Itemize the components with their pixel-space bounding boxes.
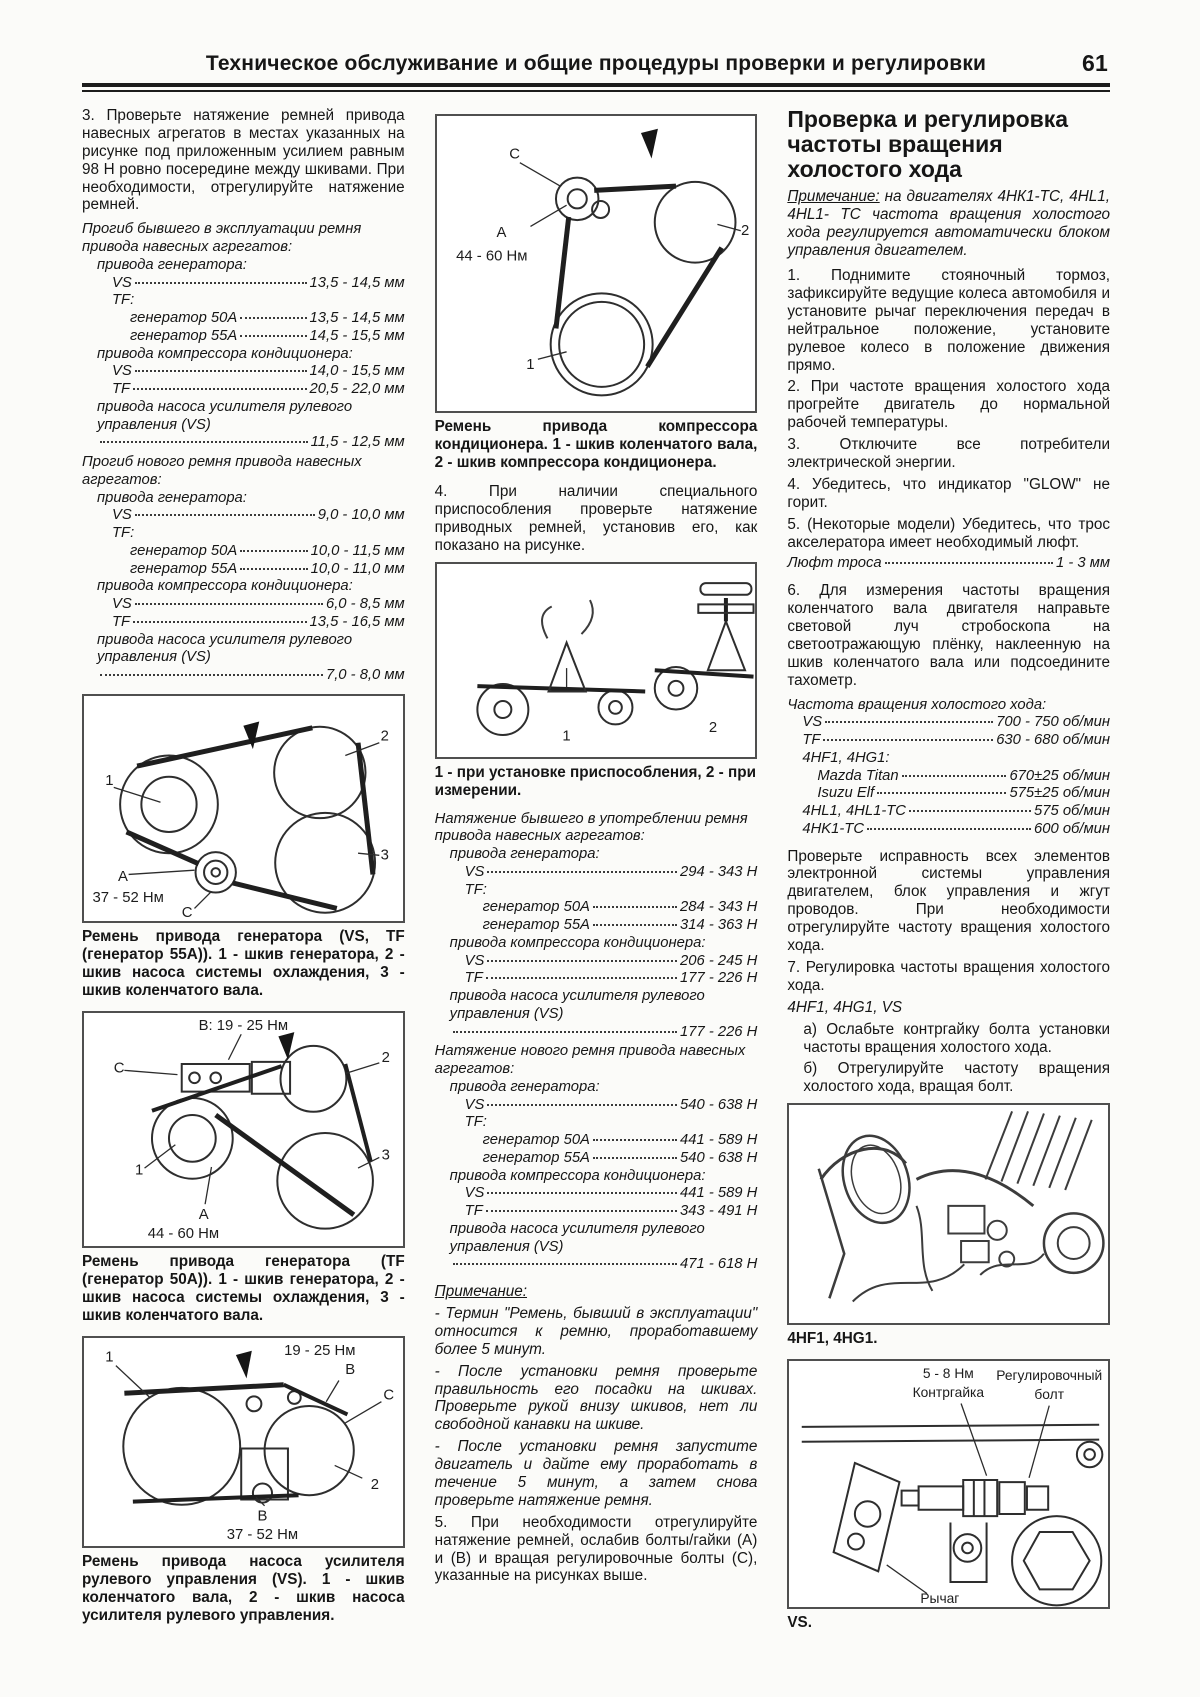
belt-diagram-generator-tf50 [84, 1013, 403, 1247]
figure-caption-ps-pump: Ремень привода насоса усилителя рулевого управления (VS). 1 - шкив коленчатого вала, 2 - шкив насоса усилителя рулевого управления. [82, 1553, 405, 1624]
spec-row: генератор 55А 14,5 - 15,5 мм [130, 327, 405, 344]
figure-generator-belt-vs [82, 694, 405, 923]
belt-tension-specs [435, 811, 758, 1275]
spec-row: VS 441 - 589 Н [464, 1185, 758, 1202]
figure-ps-pump-belt [82, 1336, 405, 1548]
dotted-leader [487, 960, 677, 962]
label-pulley-3: 3 [381, 1147, 390, 1164]
dotted-leader [135, 282, 307, 284]
middle-column [435, 107, 758, 1643]
spec-row: привода насоса усилителя рулевого управления (VS) 177 - 226 Н [449, 988, 758, 1040]
label-bolt-b-top: В [345, 1361, 356, 1378]
dotted-leader [825, 721, 993, 723]
belt-diagram-compressor [437, 116, 756, 411]
label-torque-a: 44 - 60 Нм [455, 248, 528, 265]
page-header [82, 52, 1110, 76]
figure-engine-photo [787, 1103, 1110, 1325]
step-paragraph: 1. Поднимите стояночный тормоз, зафиксируйте ведущие колеса автомобиля и установите рычаг переключения передач в нейтральное положение, установите рулевое колесо в положение движения прямо. [787, 267, 1111, 374]
dotted-leader [240, 568, 307, 570]
dotted-leader [133, 388, 306, 390]
spec-row: генератор 55А 314 - 363 Н [482, 917, 758, 934]
figure-generator-belt-tf50 [82, 1011, 405, 1249]
belt-diagram-generator-vs [84, 696, 403, 921]
step-paragraph: 2. При частоте вращения холостого хода прогрейте двигатель до нормальной рабочей температуры. [787, 378, 1111, 432]
spec-row: генератор 50А 13,5 - 14,5 мм [130, 310, 405, 327]
dotted-leader [487, 1104, 677, 1106]
figure-caption-compressor: Ремень привода компрессора кондиционера. 1 - шкив коленчатого вала, 2 - шкив компрессора кондиционера. [434, 418, 758, 472]
right-column [787, 107, 1110, 1643]
dotted-leader [240, 317, 306, 319]
substep-b: б) Отрегулируйте частоту вращения холостого хода, вращая болт. [803, 1060, 1111, 1096]
figure-caption-vs: VS. [787, 1614, 812, 1632]
label-adjust-bolt-2: болт [1034, 1387, 1065, 1403]
spec-row: 4HF1, 4HG1: [802, 749, 890, 766]
spec-row: генератор 50А 284 - 343 Н [482, 899, 758, 916]
spec-row: Натяжение бывшего в употреблении ремня привода навесных агрегатов: [434, 810, 748, 845]
dotted-leader [240, 335, 306, 337]
label-torque-a: 44 - 60 Нм [147, 1225, 220, 1242]
spec-row: VS 294 - 343 Н [464, 863, 758, 880]
step-paragraph: 3. Отключите все потребители электрической энергии. [787, 436, 1111, 471]
content-columns [82, 107, 1110, 1643]
figure-caption-generator-tf50: Ремень привода генератора (TF (генератор 50А)). 1 - шкив генератора, 2 - шкив насоса системы охлаждения, 3 - шкив коленчатого вала. [82, 1253, 405, 1324]
dotted-leader [593, 924, 677, 926]
dotted-leader [593, 1157, 677, 1159]
step6-paragraph: 6. Для измерения частоты вращения коленчатого вала двигателя направьте световой луч стробоскопа на светоотражающую плёнку, наклеенную на шкив коленчатого вала или подсоедините тахометр. [787, 582, 1111, 689]
idle-steps [787, 267, 1110, 551]
dotted-leader [593, 1139, 677, 1141]
step3-paragraph: 3. Проверьте натяжение ремней привода навесных агрегатов в местах указанных на рисунке под приложенным усилием равным 98 Н ровно посередине между шкивами. При необходимости, отрегулируйте натяжение ремней. [82, 107, 405, 214]
label-adjust-bolt-1: Регулировочный [996, 1367, 1103, 1383]
dotted-leader [135, 370, 307, 372]
page-number: 61 [1082, 50, 1108, 76]
note-item: - Термин "Ремень, бывший в эксплуатации" относится к ремню, проработавшему более 5 минут. [434, 1305, 758, 1358]
dotted-leader [823, 739, 993, 741]
label-pulley-2: 2 [380, 728, 389, 745]
step5-paragraph: 5. При необходимости отрегулируйте натяжение ремней, ослабив болты/гайки (А) и (В) и вращая регулировочные болты (С), указанные на рисунках выше. [434, 1513, 758, 1585]
check-ecu-paragraph: Проверьте исправность всех элементов электронной системы управления двигателем, блок управления и жгут проводов. При необходимости отрегулируйте частоту вращения холостого хода. [787, 847, 1111, 954]
label-bolt-c: C [383, 1387, 395, 1404]
spec-row: привода компрессора кондиционера: [449, 1167, 706, 1184]
spec-row: VS 206 - 245 Н [464, 952, 758, 969]
label-locknut: Контргайка [912, 1384, 985, 1400]
step4-paragraph: 4. При наличии специального приспособления проверьте натяжение приводных ремней, установив его, как показано на рисунке. [434, 482, 758, 554]
left-column [82, 107, 405, 1643]
dotted-leader [453, 1263, 677, 1265]
label-bolt-c: C [113, 1060, 125, 1077]
note-heading: Примечание: [434, 1283, 528, 1301]
label-pulley-1: 1 [105, 1349, 114, 1366]
spec-row: привода генератора: [97, 489, 247, 506]
label-pulley-1: 1 [105, 773, 114, 790]
dotted-leader [909, 810, 1031, 812]
label-torque-b: В: 19 - 25 Нм [198, 1017, 289, 1034]
figure-caption-tension-gauge: 1 - при установке приспособления, 2 - при измерении. [434, 763, 757, 799]
page-title: Техническое обслуживание и общие процедуры проверки и регулировки [205, 52, 987, 75]
spec-row: привода генератора: [449, 1078, 600, 1095]
figure-caption-engine: 4HF1, 4HG1. [787, 1329, 878, 1347]
spec-row: VS 540 - 638 Н [464, 1096, 758, 1113]
spec-row: генератор 50А 10,0 - 11,5 мм [130, 542, 405, 559]
tension-gauge-diagram [437, 564, 756, 757]
label-lever: Рычаг [920, 1591, 960, 1607]
label-torque-a: 37 - 52 Нм [92, 889, 164, 906]
dotted-leader [487, 871, 677, 873]
spec-row: Прогиб нового ремня привода навесных агрегатов: [82, 454, 362, 488]
tension-arrow-icon [641, 129, 658, 159]
label-locknut-torque: 5 - 8 Нм [923, 1365, 975, 1381]
spec-row: VS 14,0 - 15,5 мм [112, 363, 405, 380]
spec-row: генератор 50А 441 - 589 Н [482, 1132, 758, 1149]
spec-row: Частота вращения холостого хода: [787, 696, 1047, 713]
figure-caption-generator-vs: Ремень привода генератора (VS, TF (генератор 55А)). 1 - шкив генератора, 2 - шкив насоса системы охлаждения, 3 - шкив коленчатого вала. [82, 928, 405, 999]
dotted-leader [100, 674, 323, 676]
spec-row: привода компрессора кондиционера: [97, 578, 353, 595]
step-paragraph: 4. Убедитесь, что индикатор "GLOW" не горит. [787, 475, 1111, 511]
idle-note: Примечание: на двигателях 4НК1-ТС, 4HL1, 4HL1- TC частота вращения холостого хода регулируется автоматически блоком управления двигателем. [787, 188, 1111, 260]
belt-deflection-specs [82, 221, 405, 685]
dotted-leader [877, 792, 1006, 794]
label-pulley-1: 1 [134, 1162, 144, 1179]
spec-row: VS 700 - 750 об/мин [802, 714, 1111, 731]
spec-row: Натяжение нового ремня привода навесных агрегатов: [434, 1043, 746, 1078]
tension-arrow-icon [243, 721, 259, 749]
spec-row: Прогиб бывшего в эксплуатации ремня привода навесных агрегатов: [82, 221, 362, 256]
dotted-leader [867, 828, 1031, 830]
spec-row: TF: [112, 525, 135, 542]
spec-row: Isuzu Elf 575±25 об/мин [817, 785, 1111, 802]
idle-speed-specs [787, 697, 1110, 839]
label-pulley-2: 2 [370, 1476, 380, 1493]
dotted-leader [593, 906, 677, 908]
spec-row: привода компрессора кондиционера: [97, 345, 353, 362]
spec-row: VS 6,0 - 8,5 мм [112, 596, 405, 613]
spec-row: TF 630 - 680 об/мин [802, 732, 1111, 748]
spec-row: TF 343 - 491 Н [464, 1203, 758, 1220]
tension-arrow-icon [278, 1032, 294, 1060]
spec-row: генератор 55А 540 - 638 Н [482, 1149, 758, 1166]
dotted-leader [902, 775, 1007, 777]
label-bolt-b: В [257, 1508, 268, 1525]
section-heading: Проверка и регулировка частоты вращения холостого хода [787, 106, 1069, 182]
spec-row: привода компрессора кондиционера: [449, 934, 706, 951]
note-item: - После установки ремня проверьте правильность его посадки на шкивах. Проверьте рукой внизу шкивов, нет ли свободной канавки на шкиве. [434, 1362, 758, 1434]
spec-row: VS 9,0 - 10,0 мм [112, 507, 405, 524]
vs-adjuster-diagram [789, 1361, 1108, 1607]
header-rule-thick [82, 83, 1110, 87]
dotted-leader [135, 603, 323, 605]
spec-row: привода насоса усилителя рулевого управления (VS) 11,5 - 12,5 мм [97, 398, 405, 451]
spec-row: привода насоса усилителя рулевого управления (VS) 7,0 - 8,0 мм [97, 631, 405, 684]
spec-row: TF: [112, 292, 135, 309]
label-bolt-a: A [198, 1206, 209, 1223]
label-step-1: 1 [562, 727, 571, 744]
dotted-leader [133, 621, 306, 623]
note-item: - После установки ремня запустите двигатель и дайте ему проработать в течение 5 минут, а затем снова проверьте натяжение ремня. [434, 1438, 758, 1509]
tension-arrow-icon [236, 1351, 252, 1379]
label-pulley-3: 3 [380, 847, 389, 864]
dotted-leader [486, 1210, 677, 1212]
label-pulley-2: 2 [381, 1049, 390, 1066]
figure-vs-adjuster [787, 1359, 1110, 1609]
dotted-leader [100, 441, 308, 443]
dotted-leader [487, 1192, 677, 1194]
label-torque-top: 19 - 25 Нм [284, 1342, 356, 1359]
dotted-leader [240, 550, 307, 552]
header-rule-thin [82, 90, 1110, 92]
spec-row: 4HK1-TC 600 об/мин [802, 820, 1111, 837]
label-bolt-c: C [508, 146, 520, 163]
spec-row: привода генератора: [97, 256, 247, 273]
figure-tension-gauge [435, 562, 758, 759]
step-paragraph: 5. (Некоторые модели) Убедитесь, что трос акселератора имеет необходимый люфт. [787, 515, 1111, 551]
spec-row: TF 20,5 - 22,0 мм [112, 381, 405, 398]
dotted-leader [135, 514, 315, 516]
dotted-leader [453, 1031, 677, 1033]
spec-row: генератор 55А 10,0 - 11,0 мм [130, 560, 405, 577]
step7-paragraph: 7. Регулировка частоты вращения холостого хода. [787, 958, 1111, 994]
label-pulley-2: 2 [740, 222, 749, 239]
label-pulley-1: 1 [525, 356, 535, 373]
label-step-2: 2 [708, 719, 717, 736]
substep-a: а) Ослабьте контргайку болта установки частоты вращения холостого хода. [803, 1020, 1111, 1056]
label-bolt-c: C [181, 904, 193, 921]
spec-row: VS 13,5 - 14,5 мм [112, 274, 405, 291]
spec-row: TF: [464, 1114, 487, 1131]
spec-row: TF 177 - 226 Н [464, 970, 758, 987]
label-torque-b: 37 - 52 Нм [226, 1526, 299, 1543]
cable-play-spec [787, 555, 1110, 573]
spec-row: Люфт троса 1 - 3 мм [787, 555, 1111, 572]
spec-row: привода генератора: [449, 846, 600, 863]
engine-illustration [789, 1105, 1108, 1323]
figure-compressor-belt [435, 114, 758, 413]
dotted-leader [486, 977, 677, 979]
models-subheading: 4HF1, 4HG1, VS [787, 998, 903, 1016]
spec-row: Mazda Titan 670±25 об/мин [817, 767, 1111, 784]
label-bolt-a: A [117, 868, 128, 885]
spec-row: TF: [464, 881, 487, 898]
spec-row: TF 13,5 - 16,5 мм [112, 613, 405, 630]
note-list [435, 1305, 758, 1510]
dotted-leader [885, 562, 1053, 564]
belt-diagram-ps-pump [84, 1338, 403, 1546]
spec-row: 4HL1, 4HL1-TC 575 об/мин [802, 803, 1111, 819]
spec-row: привода насоса усилителя рулевого управления (VS) 471 - 618 Н [449, 1220, 758, 1273]
label-bolt-a: A [496, 225, 507, 242]
